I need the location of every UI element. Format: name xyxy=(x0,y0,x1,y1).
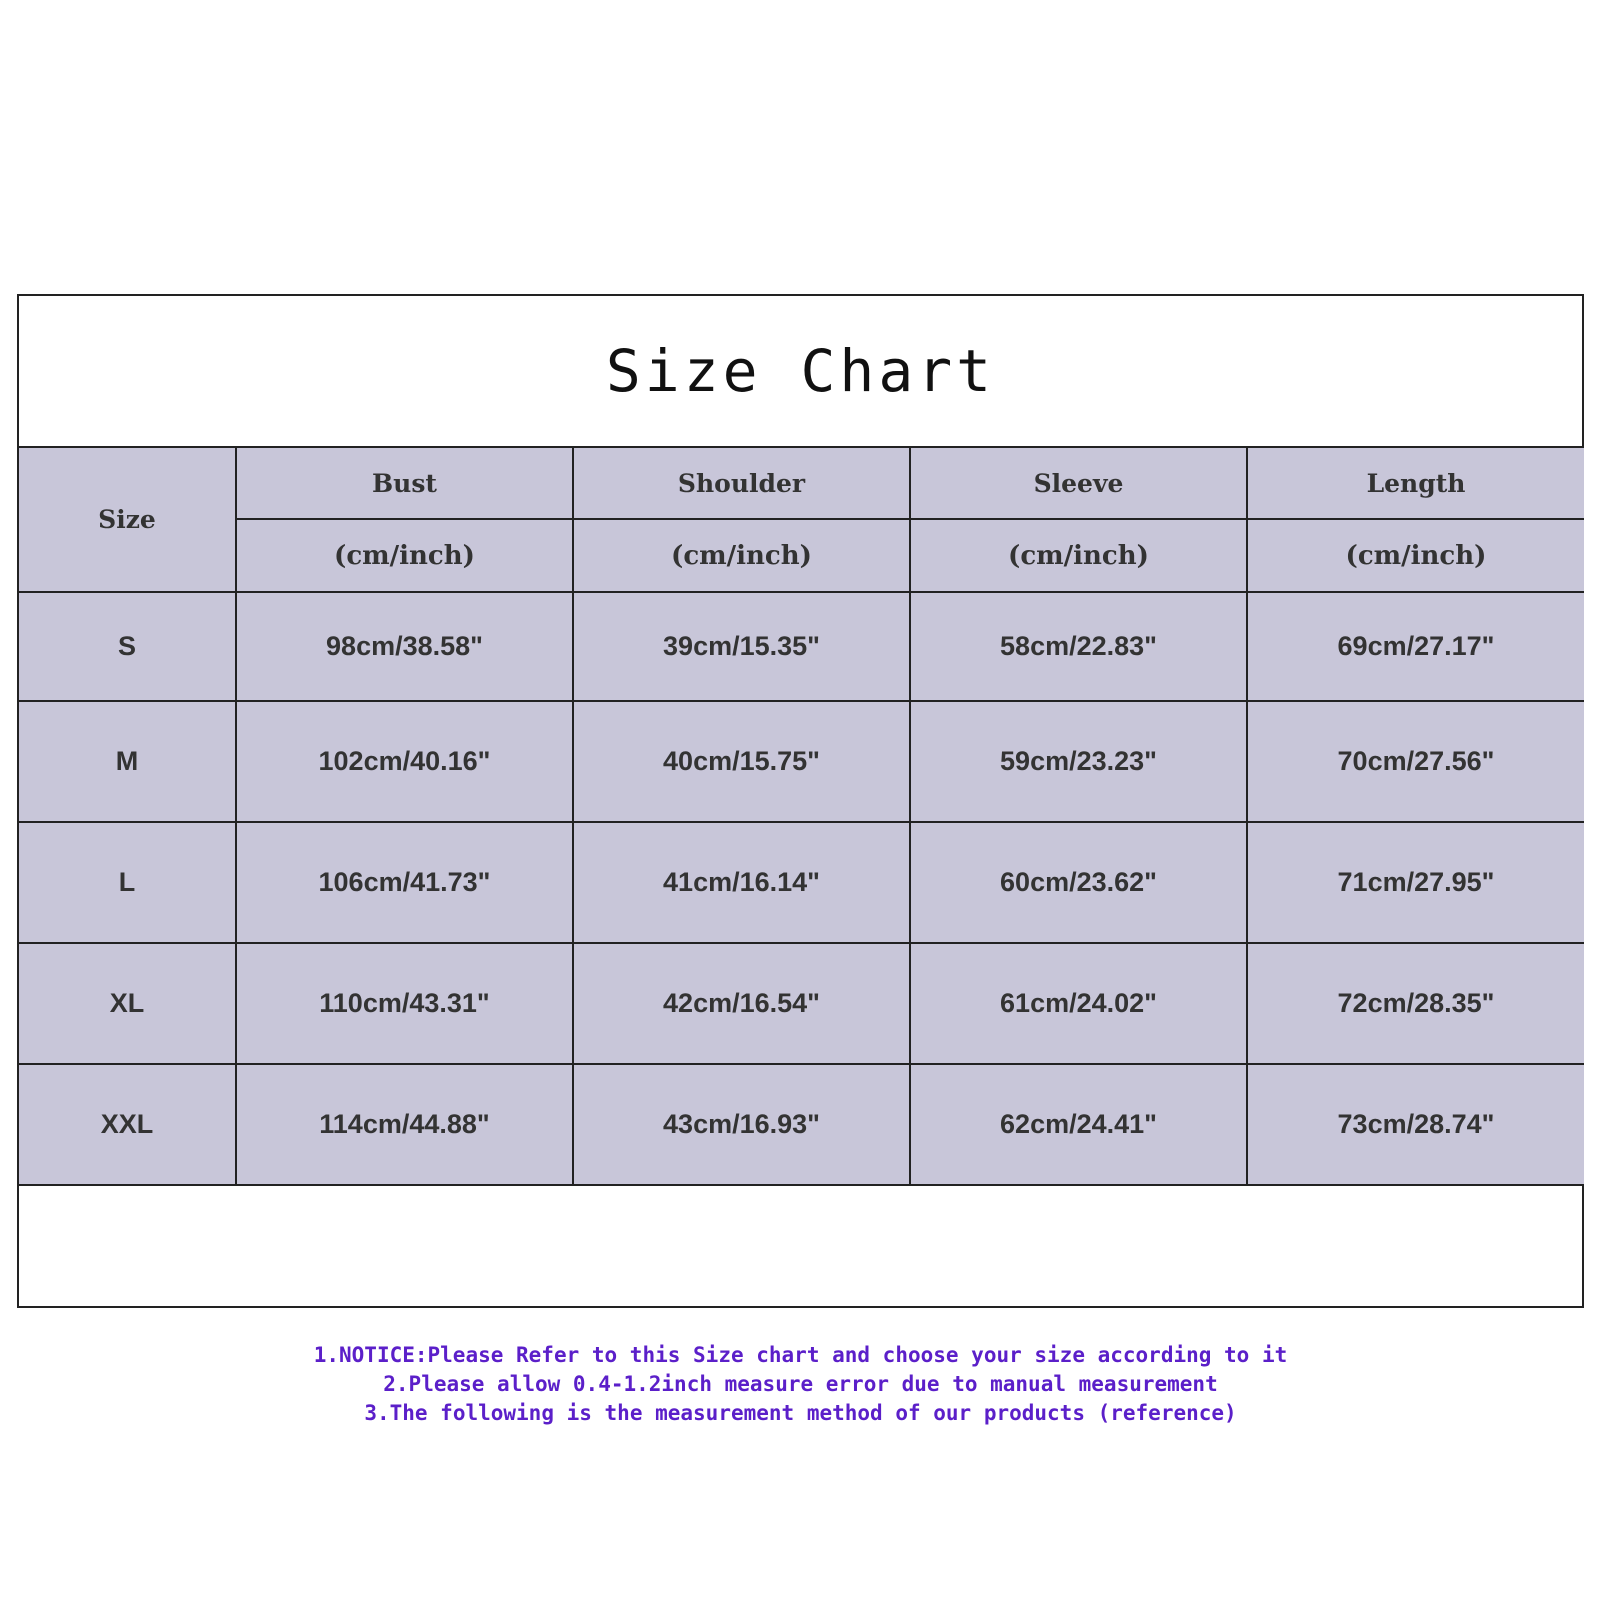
shoulder-cell: 41cm/16.14" xyxy=(573,822,910,943)
chart-title: Size Chart xyxy=(605,337,996,405)
shoulder-cell: 39cm/15.35" xyxy=(573,592,910,701)
unit-label-sleeve: (cm/inch) xyxy=(910,519,1247,592)
length-cell: 71cm/27.95" xyxy=(1247,822,1584,943)
table-row xyxy=(19,701,1584,822)
sleeve-cell: 58cm/22.83" xyxy=(910,592,1247,701)
shoulder-cell: 43cm/16.93" xyxy=(573,1064,910,1185)
bust-cell: 114cm/44.88" xyxy=(236,1064,573,1185)
column-header-shoulder: Shoulder xyxy=(573,447,910,519)
size-cell: M xyxy=(19,701,236,822)
unit-label-length: (cm/inch) xyxy=(1247,519,1584,592)
size-column-header: Size xyxy=(19,447,236,592)
bust-cell: 106cm/41.73" xyxy=(236,822,573,943)
bust-cell: 98cm/38.58" xyxy=(236,592,573,701)
sleeve-cell: 62cm/24.41" xyxy=(910,1064,1247,1185)
bust-cell: 110cm/43.31" xyxy=(236,943,573,1064)
size-cell: XL xyxy=(19,943,236,1064)
table-row xyxy=(19,822,1584,943)
size-cell: L xyxy=(19,822,236,943)
table-row xyxy=(19,1064,1584,1185)
size-cell: S xyxy=(19,592,236,701)
notes-block xyxy=(19,1341,1582,1428)
header-row xyxy=(19,447,1584,519)
length-cell: 70cm/27.56" xyxy=(1247,701,1584,822)
sleeve-cell: 59cm/23.23" xyxy=(910,701,1247,822)
shoulder-cell: 40cm/15.75" xyxy=(573,701,910,822)
column-header-sleeve: Sleeve xyxy=(910,447,1247,519)
length-cell: 73cm/28.74" xyxy=(1247,1064,1584,1185)
sleeve-cell: 60cm/23.62" xyxy=(910,822,1247,943)
column-header-bust: Bust xyxy=(236,447,573,519)
sleeve-cell: 61cm/24.02" xyxy=(910,943,1247,1064)
bust-cell: 102cm/40.16" xyxy=(236,701,573,822)
table-row xyxy=(19,592,1584,701)
length-cell: 69cm/27.17" xyxy=(1247,592,1584,701)
unit-label-bust: (cm/inch) xyxy=(236,519,573,592)
length-cell: 72cm/28.35" xyxy=(1247,943,1584,1064)
column-header-length: Length xyxy=(1247,447,1584,519)
unit-label-shoulder: (cm/inch) xyxy=(573,519,910,592)
note-line: 1.NOTICE:Please Refer to this Size chart and choose your size according to it xyxy=(313,1343,1288,1367)
size-chart xyxy=(17,294,1584,1425)
size-table xyxy=(19,446,1584,1186)
note-line: 2.Please allow 0.4-1.2inch measure error due to manual measurement xyxy=(383,1372,1218,1396)
shoulder-cell: 42cm/16.54" xyxy=(573,943,910,1064)
size-cell: XXL xyxy=(19,1064,236,1185)
table-row xyxy=(19,943,1584,1064)
unit-row xyxy=(19,519,1584,592)
note-line: 3.The following is the measurement method of our products (reference) xyxy=(364,1401,1237,1425)
